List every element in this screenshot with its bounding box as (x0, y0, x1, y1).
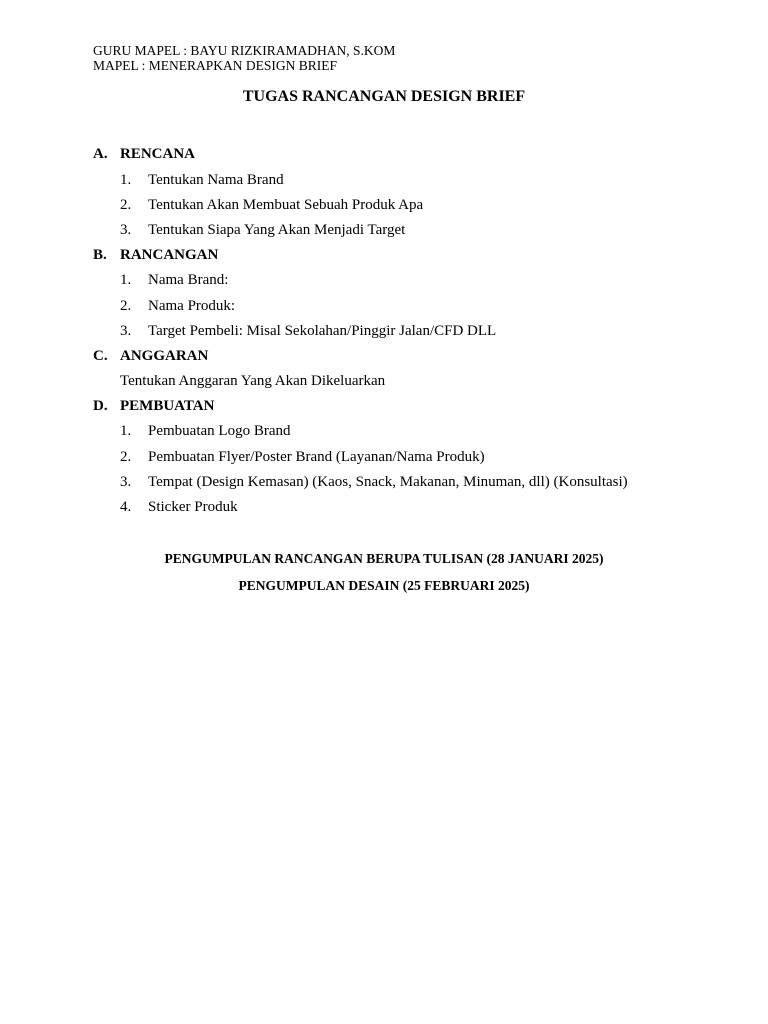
list-number: 3. (120, 222, 132, 238)
section-b-heading (93, 246, 218, 264)
section-c-letter: C. (93, 348, 108, 364)
teacher-line: GURU MAPEL : BAYU RIZKIRAMADHAN, S.KOM (93, 43, 396, 58)
list-text: Pembuatan Logo Brand (148, 423, 291, 439)
list-item (120, 498, 238, 516)
list-item (120, 422, 290, 440)
submission-note-design: PENGUMPULAN DESAIN (25 FEBRUARI 2025) (238, 578, 530, 593)
section-c-title: ANGGARAN (120, 348, 209, 364)
list-item (120, 322, 496, 340)
list-number: 1. (120, 423, 132, 439)
subject-line: MAPEL : MENERAPKAN DESIGN BRIEF (93, 58, 338, 73)
list-text: Nama Brand: (148, 272, 229, 288)
list-text: Target Pembeli: Misal Sekolahan/Pinggir Jalan/CFD DLL (148, 323, 497, 339)
list-number: 2. (120, 449, 132, 465)
list-text: Pembuatan Flyer/Poster Brand (Layanan/Nama Produk) (148, 449, 485, 465)
list-number: 4. (120, 499, 132, 515)
list-item (120, 271, 228, 289)
list-text: Tentukan Siapa Yang Akan Menjadi Target (148, 222, 406, 238)
list-text: Sticker Produk (148, 499, 238, 515)
section-a-heading (93, 145, 195, 163)
submission-note-draft: PENGUMPULAN RANCANGAN BERUPA TULISAN (28 JANUARI 2025) (164, 551, 604, 566)
list-number: 2. (120, 298, 132, 314)
section-d-title: PEMBUATAN (120, 398, 215, 414)
list-item (120, 221, 405, 239)
section-d-heading (93, 397, 214, 415)
list-number: 3. (120, 474, 132, 490)
list-number: 1. (120, 172, 132, 188)
section-a-title: RENCANA (120, 146, 195, 162)
section-b-letter: B. (93, 247, 107, 263)
document-title: TUGAS RANCANGAN DESIGN BRIEF (242, 88, 526, 105)
list-text: Tentukan Nama Brand (148, 172, 284, 188)
list-text: Tentukan Akan Membuat Sebuah Produk Apa (148, 197, 424, 213)
list-text: Tempat (Design Kemasan) (Kaos, Snack, Makanan, Minuman, dll) (Konsultasi) (148, 474, 628, 490)
list-number: 1. (120, 272, 132, 288)
list-item (120, 297, 235, 315)
list-item (120, 448, 485, 466)
section-c-heading (93, 347, 208, 365)
list-number: 3. (120, 323, 132, 339)
list-item (120, 171, 284, 189)
section-d-letter: D. (93, 398, 108, 414)
section-b-title: RANCANGAN (120, 247, 219, 263)
list-item (120, 473, 628, 491)
list-item (120, 196, 423, 214)
list-number: 2. (120, 197, 132, 213)
section-c-text: Tentukan Anggaran Yang Akan Dikeluarkan (120, 373, 386, 389)
section-a-letter: A. (93, 146, 108, 162)
list-text: Nama Produk: (148, 298, 236, 314)
